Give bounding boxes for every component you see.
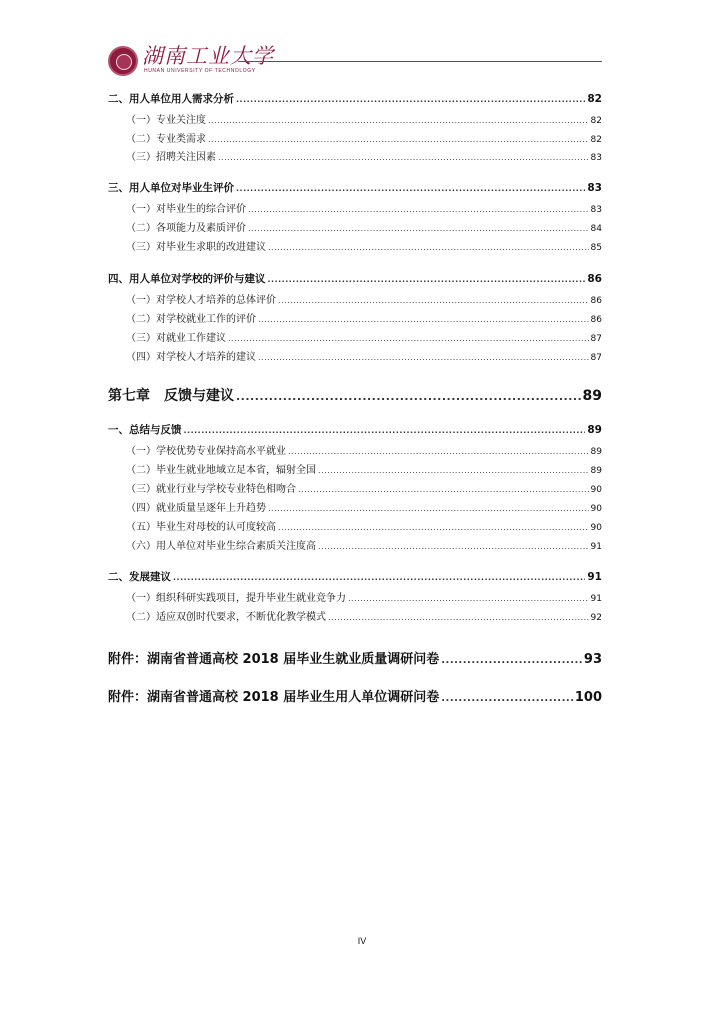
- university-name: 湖南工业大学: [142, 44, 274, 68]
- chapter-number: 第七章: [108, 388, 150, 404]
- toc-page-number: 91: [590, 542, 602, 552]
- toc-section[interactable]: 三、用人单位对毕业生评价 ..... 83: [108, 180, 602, 195]
- toc-subsection[interactable]: （二）各项能力及素质评价 ..... 84: [108, 219, 602, 234]
- toc-page-number: 91: [587, 571, 602, 583]
- toc-appendix[interactable]: 附件：湖南省普通高校 2018 届毕业生就业质量调研问卷 ..... 93: [108, 648, 602, 667]
- toc-page-number: 93: [583, 652, 602, 667]
- toc-subsection[interactable]: （二）对学校就业工作的评价 ..... 86: [108, 310, 602, 325]
- page-number-footer: IV: [357, 936, 367, 946]
- chapter-title: 反馈与建议: [164, 388, 234, 404]
- toc-section[interactable]: 一、总结与反馈 ..... 89: [108, 422, 602, 437]
- toc-appendix[interactable]: 附件：湖南省普通高校 2018 届毕业生用人单位调研问卷 ..... 100: [108, 686, 602, 705]
- toc-page-number: 82: [590, 135, 602, 145]
- toc-page-number: 89: [590, 466, 602, 476]
- toc-section[interactable]: 四、用人单位对学校的评价与建议 ..... 86: [108, 271, 602, 286]
- toc-page-number: 90: [590, 523, 602, 533]
- toc-subsection[interactable]: （四）就业质量呈逐年上升趋势 ..... 90: [108, 499, 602, 514]
- toc-page-number: 84: [590, 224, 602, 234]
- toc-page-number: 85: [590, 243, 602, 253]
- toc-subsection[interactable]: （三）就业行业与学校专业特色相吻合 ..... 90: [108, 480, 602, 495]
- toc-subsection[interactable]: （六）用人单位对毕业生综合素质关注度高 ..... 91: [108, 537, 602, 552]
- toc-subsection[interactable]: （一）对学校人才培养的总体评价 ..... 86: [108, 291, 602, 306]
- toc-page-number: 87: [590, 353, 602, 363]
- toc-page-number: 89: [587, 424, 602, 436]
- toc-page-number: 82: [587, 93, 602, 105]
- toc-subsection[interactable]: （一）学校优势专业保持高水平就业 ..... 89: [108, 442, 602, 457]
- toc-subsection[interactable]: （一）组织科研实践项目，提升毕业生就业竞争力 ..... 91: [108, 589, 602, 604]
- toc-page-number: 82: [590, 116, 602, 126]
- toc-page-number: 89: [582, 388, 602, 404]
- toc-page-number: 90: [590, 504, 602, 514]
- toc-subsection[interactable]: （五）毕业生对母校的认可度较高 ..... 90: [108, 518, 602, 533]
- toc-section[interactable]: 二、发展建议 ..... 91: [108, 569, 602, 584]
- toc-subsection[interactable]: （二）专业类需求 ..... 82: [108, 130, 602, 145]
- page-header: [108, 44, 602, 82]
- toc-page-number: 90: [590, 485, 602, 495]
- toc-subsection[interactable]: （二）适应双创时代要求，不断优化教学模式 ..... 92: [108, 608, 602, 623]
- toc-page-number: 89: [590, 447, 602, 457]
- toc-page-number: 83: [587, 182, 602, 194]
- university-name-english: HUNAN UNIVERSITY OF TECHNOLOGY: [144, 68, 256, 74]
- header-divider: [238, 61, 602, 62]
- toc-page-number: 92: [590, 613, 602, 623]
- university-seal-icon: [108, 46, 138, 76]
- toc-page-number: 86: [590, 296, 602, 306]
- toc-subsection[interactable]: （三）对就业工作建议 ..... 87: [108, 329, 602, 344]
- toc-subsection[interactable]: （三）对毕业生求职的改进建议 ..... 85: [108, 238, 602, 253]
- toc-page-number: 86: [587, 273, 602, 285]
- toc-section[interactable]: 二、用人单位用人需求分析 ..... 82: [108, 91, 602, 106]
- toc-page-number: 83: [590, 153, 602, 163]
- toc-subsection[interactable]: （三）招聘关注因素 ..... 83: [108, 148, 602, 163]
- toc-page-number: 87: [590, 334, 602, 344]
- toc-chapter[interactable]: [108, 385, 602, 405]
- toc-page-number: 83: [590, 205, 602, 215]
- toc-page-number: 91: [590, 594, 602, 604]
- toc-subsection[interactable]: （二）毕业生就业地域立足本省，辐射全国 ..... 89: [108, 461, 602, 476]
- toc-page-number: 86: [590, 315, 602, 325]
- toc-page-number: 100: [574, 690, 602, 705]
- toc-subsection[interactable]: （一）对毕业生的综合评价 ..... 83: [108, 200, 602, 215]
- toc-subsection[interactable]: （一）专业关注度 ..... 82: [108, 111, 602, 126]
- toc-subsection[interactable]: （四）对学校人才培养的建议 ..... 87: [108, 348, 602, 363]
